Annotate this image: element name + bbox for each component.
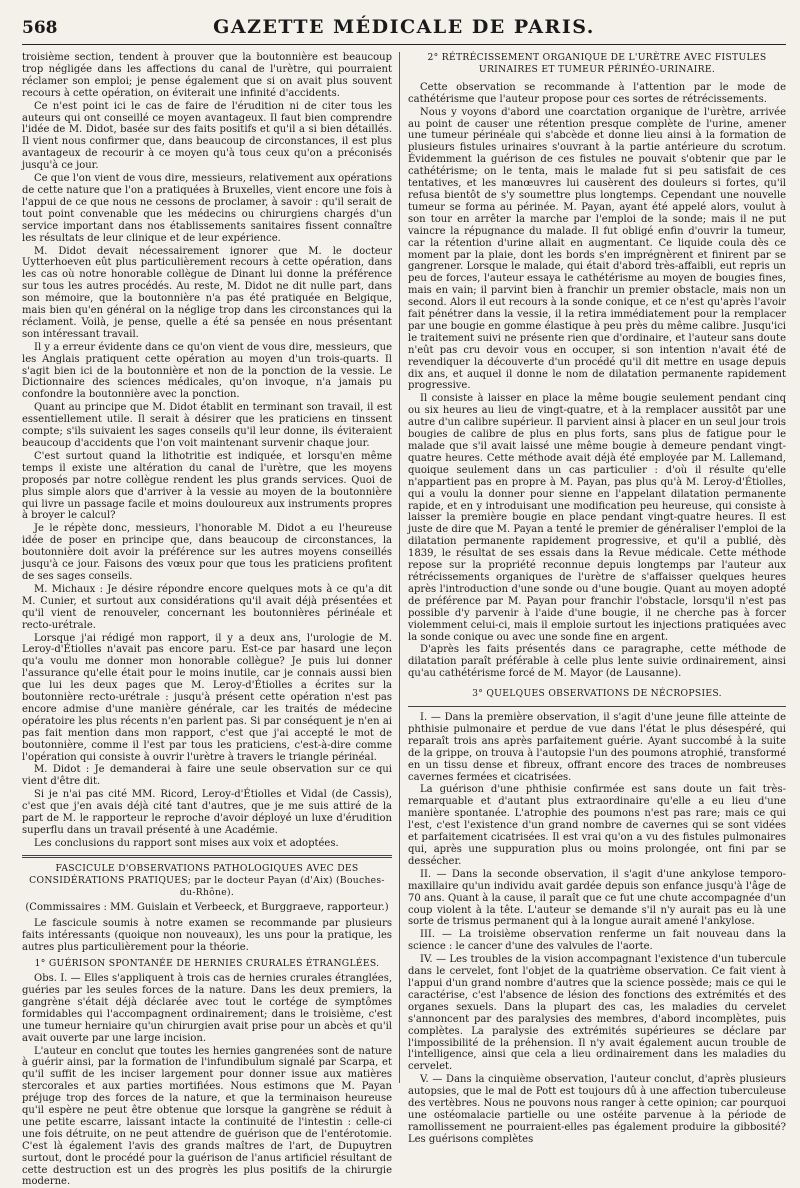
paragraph: M. Didot : Je demanderai à faire une seule observation sur ce qui vient d'être dit. — [22, 764, 392, 788]
section-title: 2° RÉTRÉCISSEMENT ORGANIQUE DE L'URÈTRE AVEC FISTULES URINAIRES ET TUMEUR PÉRINÉO-URINAIRE. — [408, 52, 786, 76]
paragraph: Quant au principe que M. Didot établit en terminant son travail, il est essentiellement utile. Il serait à désirer que les praticiens en tinssent compte; s'ils suivaient les sages conseils qu'il leur donne, ils éviteraient beaucoup d'accidents que l'on voit maintenant survenir chaque jour. — [22, 402, 392, 450]
paragraph: Lorsque j'ai rédigé mon rapport, il y a deux ans, l'urologie de M. Leroy-d'Étiolles n'avait pas encore paru. Est-ce par hasard une leçon qu'a voulu me donner mon honorable collègue? Je puis lui donner l'assurance qu'elle était pour le moins inutile, car je connais aussi bien que lui les deux pages que M. Leroy-d'Étiolles a écrites sur la boutonnière recto-urétrale : jusqu'à présent cette opération n'est pas encore admise d'une manière générale, car les traités de médecine opératoire les plus récents n'en parlent pas. Si par conséquent je n'en ai pas fait mention dans mon rapport, c'est que j'ai accepté le mot de boutonnière, comme il l'est par tous les praticiens, c'est-à-dire comme l'opération qui consiste à ouvrir l'urètre à travers le triangle périnéal. — [22, 633, 392, 764]
paragraph: Cette observation se recommande à l'attention par le mode de cathétérisme que l'auteur propose pour ces sortes de rétrécissements. — [408, 82, 786, 106]
left-column — [22, 52, 392, 1085]
paragraph: Ce n'est point ici le cas de faire de l'érudition ni de citer tous les auteurs qui ont conseillé ce moyen avantageux. Il faut bien comprendre l'idée de M. Didot, basée sur des faits positifs et qu'il a si bien détaillés. Il vient nous confirmer que, dans beaucoup de circonstances, il est plus avantageux de recourir à ce moyen qu'à tous ceux qu'on a préconisés jusqu'à ce jour. — [22, 101, 392, 172]
paragraph: M. Michaux : Je désire répondre encore quelques mots à ce qu'a dit M. Cunier, et surtout aux considérations qu'il avait déjà présentées et qu'il vient de renouveler, concernant les boutonnières périnéale et recto-urétrale. — [22, 584, 392, 632]
paragraph: Si je n'ai pas cité MM. Ricord, Leroy-d'Étiolles et Vidal (de Cassis), c'est que j'en avais déjà cité tant d'autres, que je me suis attiré de la part de M. le rapporteur le reproche d'avoir déployé un luxe d'érudition superflu dans un travail présenté à une Académie. — [22, 789, 392, 837]
paragraph: Obs. I. — Elles s'appliquent à trois cas de hernies crurales étranglées, guéries par les seules forces de la nature. Dans les deux premiers, la gangrène s'était déjà déclarée avec tout le cortége de symptômes formidables qui l'accompagnent ordinairement; dans le troisième, c'est une tumeur herniaire qu'un chirurgien avait prise pour un abcès et qu'il avait ouverte par une large incision. — [22, 973, 392, 1044]
paragraph: Le fascicule soumis à notre examen se recommande par plusieurs faits intéressants (quoique non nouveaux), les uns pour la pratique, les autres plus particulièrement pour la théorie. — [22, 918, 392, 954]
column-rule — [399, 52, 400, 1083]
paragraph: L'auteur en conclut que toutes les hernies gangrenées sont de nature à guérir ainsi, par la formation de l'infundibulum signalé par Scarpa, et qu'il suffit de les inciser largement pour donner issue aux matières stercorales et aux parties mortifiées. Nous estimons que M. Payan préjuge trop des forces de la nature, et que la terminaison heureuse qu'il espère ne peut être obtenue que lorsque la gangrène se réduit à une petite escarre, laissant intacte la continuité de l'intestin : celle-ci une fois détruite, on ne peut attendre de guérison que de l'entérotomie. C'est là également l'avis des grands maîtres de l'art, de Dupuytren surtout, dont le procédé pour la guérison de l'anus artificiel résultant de cette destruction est un des progrès les plus positifs de la chirurgie moderne. — [22, 1046, 392, 1188]
paragraph: Il consiste à laisser en place la même bougie seulement pendant cinq ou six heures au lieu de vingt-quatre, et à la remplacer aussitôt par une autre d'un calibre supérieur. Il parvient ainsi à placer en un seul jour trois bougies de calibre de plus en plus forts, sans plus de fatigue pour le malade que s'il avait laissé une même bougie à demeure pendant vingt-quatre heures. Cette méthode avait déjà été employée par M. Lallemand, quoique seulement dans un cas particulier : d'où il résulte qu'elle n'appartient pas en propre à M. Payan, pas plus qu'à M. Leroy-d'Étiolles, qui a voulu la donner pour sienne en l'appelant dilatation permanente rapide, et en y introduisant une modification peu heureuse, qui consiste à laisser la première bougie en place pendant vingt-quatre heures. Il est juste de dire que M. Payan a tenté le premier de généraliser l'emploi de la dilatation permanente rapidement progressive, et qu'il a publié, dès 1839, le résultat de ses essais dans la Revue médicale. Cette méthode repose sur la propriété reconnue depuis longtemps par l'auteur aux rétrécissements organiques de l'urètre de s'affaisser quelques heures après l'introduction d'une sonde ou d'une bougie. Quant au moyen adopté de préférence par M. Payan pour franchir l'obstacle, lorsqu'il n'est pas possible d'y parvenir à l'aide d'une bougie, il ne cherche pas à forcer violemment celui-ci, mais il emploie surtout les injections pratiquées avec la sonde conique ou avec une sonde fine en argent. — [408, 393, 786, 643]
section-title: 3° QUELQUES OBSERVATIONS DE NÉCROPSIES. — [408, 688, 786, 700]
page-number: 568 — [22, 18, 58, 38]
right-column — [408, 52, 786, 1085]
paragraph: Ce que l'on vient de vous dire, messieurs, relativement aux opérations de cette nature que l'on a pratiquées à Bruxelles, vient encore une fois à l'appui de ce que nous ne cessons de proclamer, à savoir : qu'il serait de tout point convenable que les médecins ou chirurgiens chargés d'un service important dans nos établissements sanitaires fissent connaître les résultats de leur clinique et de leur expérience. — [22, 173, 392, 244]
paragraph: D'après les faits présentés dans ce paragraphe, cette méthode de dilatation paraît préférable à celle plus lente suivie ordinairement, ainsi qu'au cathétérisme forcé de M. Mayor (de Lausanne). — [408, 644, 786, 680]
paragraph: V. — Dans la cinquième observation, l'auteur conclut, d'après plusieurs autopsies, que le mal de Pott est toujours dû à une affection tuberculeuse des vertèbres. Nous ne pouvons nous ranger à cette opinion; car pourquoi une ostéomalacie partielle ou une ostéite parvenue à la période de ramollissement ne pourraient-elles pas également produire la gibbosité? Les guérisons complètes — [408, 1074, 786, 1145]
paragraph: C'est surtout quand la lithotritie est indiquée, et lorsqu'en même temps il existe une altération du canal de l'urètre, que les moyens proposés par notre collègue rendent les plus grands services. Quoi de plus simple alors que d'arriver à la vessie au moyen de la boutonnière qui livre un passage facile et moins douloureux aux instruments propres à broyer le calcul? — [22, 451, 392, 522]
commissaires-line: (Commissaires : MM. Guislain et Verbeeck, et Burggraeve, rapporteur.) — [22, 902, 392, 914]
section-divider — [408, 706, 786, 707]
paragraph: IV. — Les troubles de la vision accompagnant l'existence d'un tubercule dans le cervelet, font l'objet de la quatrième observation. Ce fait vient à l'appui d'un grand nombre d'autres que la science possède; mais ce qui le caractérise, c'est l'absence de lésion des fonctions des extrémités et des organes sexuels. Dans la plupart des cas, les maladies du cervelet s'annoncent par des paralysies des membres, d'abord incomplètes, puis complètes. La paralysie des extrémités supérieures se déclare par l'impossibilité de la préhension. Il n'y avait également aucun trouble de l'intelligence, ainsi que cela a lieu ordinairement dans les maladies du cervelet. — [408, 954, 786, 1073]
paragraph: II. — Dans la seconde observation, il s'agit d'une ankylose temporo-maxillaire qu'un individu avait gardée depuis son enfance jusqu'à l'âge de 70 ans. Quant à la cause, il paraît que ce fut une chute accompagnée d'un coup violent à la tête. L'auteur se demande s'il n'y aurait pas eu là une sorte de trismus permanent qui à la longue aurait amené l'ankylose. — [408, 869, 786, 929]
paragraph: Je le répète donc, messieurs, l'honorable M. Didot a eu l'heureuse idée de poser en principe que, dans beaucoup de circonstances, la boutonnière doit avoir la préférence sur les autres moyens conseillés jusqu'à ce jour. Faisons des vœux pour que tous les praticiens profitent de ses sages conseils. — [22, 523, 392, 583]
journal-title: GAZETTE MÉDICALE DE PARIS. — [22, 16, 786, 38]
section-title: 1° GUÉRISON SPONTANÉE DE HERNIES CRURALES ÉTRANGLÉES. — [22, 958, 392, 970]
paragraph: troisième section, tendent à prouver que la boutonnière est beaucoup trop négligée dans les affections du canal de l'urètre, qui pourraient réclamer son emploi; je pense également que si on avait plus souvent recours à cette opération, on éviterait une infinité d'accidents. — [22, 52, 392, 100]
fascicule-title: FASCICULE D'OBSERVATIONS PATHOLOGIQUES AVEC DES CONSIDÉRATIONS PRATIQUES; par le docteur Payan (d'Aix) (Bouches-du-Rhône). — [22, 863, 392, 899]
paragraph: III. — La troisième observation renferme un fait nouveau dans la science : le cancer d'une des valvules de l'aorte. — [408, 929, 786, 953]
paragraph: La guérison d'une phthisie confirmée est sans doute un fait très-remarquable et d'autant plus extraordinaire qu'elle a eu lieu d'une manière spontanée. L'atrophie des poumons n'est pas rare; mais ce qui l'est, c'est l'existence d'un grand nombre de cavernes qui se sont vidées et parfaitement cicatrisées. Il est vrai qu'on a vu des fistules pulmonaires qui, après une suppuration plus ou moins prolongée, ont fini par se dessécher. — [408, 784, 786, 867]
paragraph: Les conclusions du rapport sont mises aux voix et adoptées. — [22, 838, 392, 850]
paragraph: M. Didot devait nécessairement ignorer que M. le docteur Uytterhoeven eût plus particulièrement recours à cette opération, dans les cas où notre honorable collègue de Dinant lui donne la préférence sur tous les autres procédés. Au reste, M. Didot ne dit nulle part, dans son mémoire, que la boutonnière n'a pas été pratiquée en Belgique, mais bien qu'en général on la néglige trop dans les circonstances qui la réclament. Voilà, je pense, quelle a été sa pensée en nous présentant son intéressant travail. — [22, 246, 392, 341]
paragraph: Nous y voyons d'abord une coarctation organique de l'urètre, arrivée au point de causer une rétention presque complète de l'urine, amener une tumeur périnéale qui s'abcède et donne lieu ainsi à la formation de plusieurs fistules urinaires s'ouvrant à la partie antérieure du scrotum. Évidemment la guérison de ces fistules ne pouvait s'obtenir que par le cathétérisme; on le tenta, mais le malade fut si peu satisfait de ces tentatives, et les manœuvres lui causèrent des douleurs si fortes, qu'il refusa bientôt de s'y soumettre plus longtemps. Cependant une nouvelle tumeur se forma au périnée. M. Payan, ayant été appelé alors, voulut à son tour en arrêter la marche par l'emploi de la sonde; mais il ne put vaincre la répugnance du malade. Il fut obligé enfin d'ouvrir la tumeur, car la rétention d'urine allait en augmentant. Ce liquide coula dès ce moment par la plaie, dont les bords s'en imprégnèrent et finirent par se gangrener. Lorsque le malade, qui était d'abord très-affaibli, eut repris un peu de forces, l'auteur essaya le cathétérisme au moyen de bougies fines, mais en vain; il parvint bien à franchir un premier obstacle, mais non un second. Alors il eut recours à la sonde conique, et ce n'est qu'après l'avoir fait pénétrer dans la vessie, il la retira immédiatement pour la remplacer par une bougie en gomme élastique à peu près du même calibre. Jusqu'ici le traitement suivi ne présente rien que d'ordinaire, et l'auteur sans doute n'eût pas cru devoir vous en occuper, si son intention n'avait été de revendiquer la découverte d'un procédé qu'il dit mettre en usage depuis dix ans, et auquel il donne le nom de dilatation permanente rapidement progressive. — [408, 107, 786, 393]
paragraph: I. — Dans la première observation, il s'agit d'une jeune fille atteinte de phthisie pulmonaire et perdue de vue dans l'état le plus désespéré, qui reparaît trois ans après parfaitement guérie. Ayant succombé à la suite de la grippe, on trouva à l'autopsie l'un des poumons atrophié, transformé en un tissu dense et fibreux, offrant encore des traces de nombreuses cavernes fermées et cicatrisées. — [408, 712, 786, 783]
paragraph: Il y a erreur évidente dans ce qu'on vient de vous dire, messieurs, que les Anglais pratiquent cette opération au moyen d'un trois-quarts. Il s'agit bien ici de la boutonnière et non de la ponction de la vessie. Le Dictionnaire des sciences médicales, qu'on invoque, n'a jamais pu confondre la boutonnière avec la ponction. — [22, 342, 392, 402]
section-divider — [22, 855, 392, 858]
page-header — [22, 18, 786, 45]
